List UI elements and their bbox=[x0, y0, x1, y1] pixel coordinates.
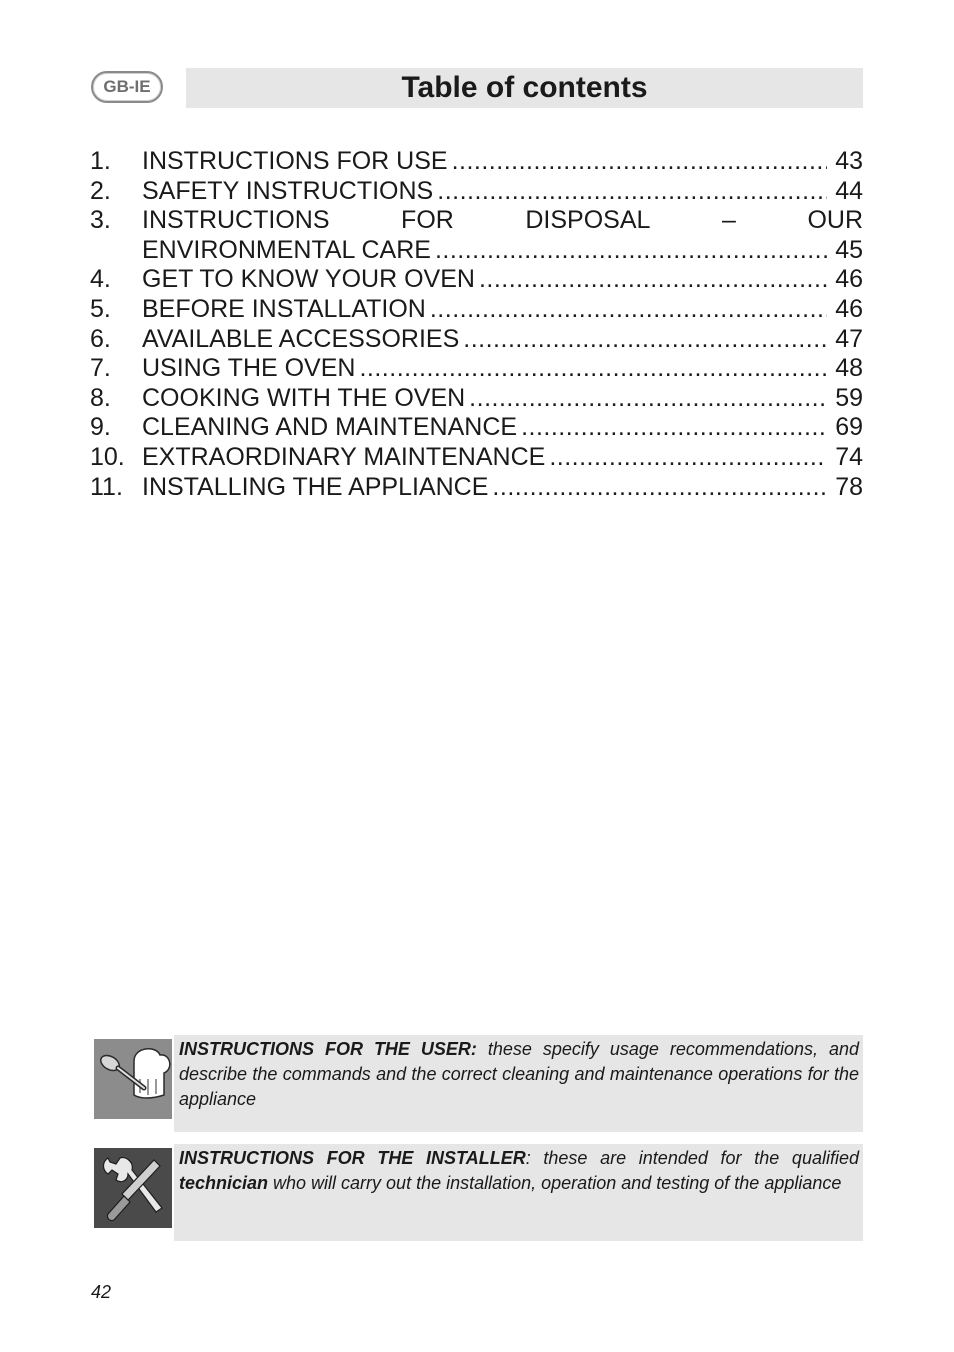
toc-title-line bbox=[142, 206, 863, 236]
toc-page: 69 bbox=[835, 413, 863, 442]
toc-leader bbox=[479, 265, 827, 295]
toc-leader bbox=[452, 147, 827, 177]
language-badge bbox=[91, 71, 163, 103]
toc-leader bbox=[463, 325, 827, 355]
installer-instructions-note bbox=[174, 1144, 863, 1241]
toc-entry-continuation[interactable] bbox=[90, 236, 863, 266]
toc-page: 45 bbox=[835, 235, 863, 264]
user-instructions-note bbox=[174, 1035, 863, 1132]
toc-number: 1. bbox=[90, 147, 111, 175]
toc-title: CLEANING AND MAINTENANCE bbox=[142, 413, 518, 442]
toc-page: 48 bbox=[835, 354, 863, 383]
spoon-chef-hat-icon bbox=[94, 1039, 172, 1119]
wrench-screwdriver-icon bbox=[94, 1148, 172, 1228]
toc-entry[interactable] bbox=[90, 325, 863, 355]
installer-note-text: : these are intended for the qualified bbox=[525, 1148, 859, 1168]
toc-entry[interactable] bbox=[90, 206, 863, 236]
toc-number: 11. bbox=[90, 472, 123, 501]
toc-page: 44 bbox=[835, 176, 863, 205]
toc-number: 9. bbox=[90, 413, 111, 442]
toc-page: 78 bbox=[835, 472, 863, 501]
toc-title: INSTALLING THE APPLIANCE bbox=[142, 472, 489, 501]
toc-entry[interactable] bbox=[90, 354, 863, 384]
toc-leader bbox=[549, 443, 827, 473]
toc-title: GET TO KNOW YOUR OVEN bbox=[142, 265, 475, 294]
toc-title: INSTRUCTIONS FOR USE bbox=[142, 147, 448, 175]
toc-entry[interactable] bbox=[90, 265, 863, 295]
toc-page: 59 bbox=[835, 383, 863, 412]
toc-title: ENVIRONMENTAL CARE bbox=[142, 235, 431, 264]
toc-number: 8. bbox=[90, 383, 111, 412]
toc-entry[interactable] bbox=[90, 295, 863, 325]
toc-entry[interactable] bbox=[90, 147, 863, 177]
toc-title-word: – bbox=[721, 206, 736, 235]
title-bar bbox=[186, 68, 863, 108]
page-number: 42 bbox=[91, 1282, 112, 1302]
page-title: Table of contents bbox=[401, 71, 648, 104]
toc-title: SAFETY INSTRUCTIONS bbox=[142, 176, 434, 205]
language-badge-label: GB-IE bbox=[103, 77, 151, 96]
toc-leader bbox=[437, 177, 827, 207]
installer-note-emphasis: technician bbox=[179, 1173, 269, 1193]
toc-title: EXTRAORDINARY MAINTENANCE bbox=[142, 442, 546, 471]
toc-title: BEFORE INSTALLATION bbox=[142, 294, 426, 323]
toc-title-word: FOR bbox=[401, 206, 454, 235]
toc-number: 4. bbox=[90, 265, 111, 294]
toc-entry[interactable] bbox=[90, 473, 863, 503]
toc-number: 10. bbox=[90, 442, 125, 471]
user-note-label: INSTRUCTIONS FOR THE USER: bbox=[179, 1039, 477, 1059]
toc-title-word: OUR bbox=[807, 206, 863, 235]
toc-leader bbox=[469, 384, 827, 414]
installer-note-label: INSTRUCTIONS FOR THE INSTALLER bbox=[179, 1148, 526, 1168]
toc-page: 46 bbox=[835, 294, 863, 323]
toc-page: 46 bbox=[835, 265, 863, 294]
installer-note-text-end: who will carry out the installation, operation and testing of the appliance bbox=[268, 1173, 842, 1193]
toc-leader bbox=[430, 295, 827, 325]
toc-entry[interactable] bbox=[90, 413, 863, 443]
toc-leader bbox=[521, 413, 827, 443]
toc-page: 43 bbox=[835, 147, 863, 175]
toc-leader bbox=[359, 354, 827, 384]
toc-number: 2. bbox=[90, 176, 111, 205]
toc-number: 7. bbox=[90, 354, 111, 383]
toc-page: 74 bbox=[835, 442, 863, 471]
toc-title: COOKING WITH THE OVEN bbox=[142, 383, 466, 412]
toc-number: 5. bbox=[90, 294, 111, 323]
toc-title: AVAILABLE ACCESSORIES bbox=[142, 324, 460, 353]
toc-number: 3. bbox=[90, 206, 111, 235]
toc-entry[interactable] bbox=[90, 443, 863, 473]
toc-entry[interactable] bbox=[90, 177, 863, 207]
toc-page: 47 bbox=[835, 324, 863, 353]
user-note-text: these specify usage recommendations, and describe the commands and the correct cleaning and maintenance operations for the appliance bbox=[179, 1039, 859, 1109]
toc-leader bbox=[492, 473, 827, 503]
toc-title-word: INSTRUCTIONS bbox=[142, 206, 330, 235]
toc-entry[interactable] bbox=[90, 384, 863, 414]
table-of-contents bbox=[90, 147, 863, 502]
toc-number: 6. bbox=[90, 324, 111, 353]
toc-leader bbox=[435, 236, 827, 266]
toc-title: USING THE OVEN bbox=[142, 354, 356, 383]
toc-title-word: DISPOSAL bbox=[525, 206, 651, 235]
